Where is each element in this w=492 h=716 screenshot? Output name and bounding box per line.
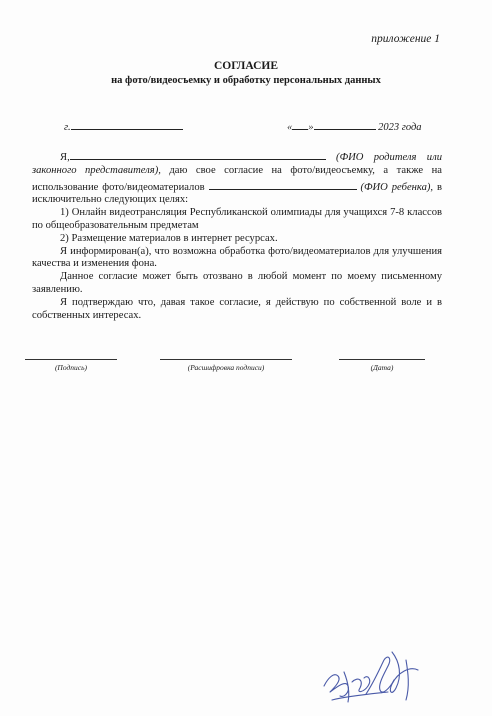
appendix-label: приложение 1 <box>371 33 440 45</box>
purpose-intro: в исключительно следующих целях: <box>32 181 443 206</box>
consent-body <box>32 148 442 322</box>
paragraph-confirmation: Я подтверждаю что, давая такое согласие, я действую по собственной воле и в собственных интересах. <box>32 296 442 321</box>
paragraph-revocation: Данное согласие может быть отозвано в любой момент по моему письменному заявлению. <box>32 271 442 295</box>
day-blank <box>292 118 308 130</box>
document-subtitle: на фото/видеосъемку и обработку персональных данных <box>111 75 381 86</box>
paragraph-consent <box>32 148 442 207</box>
parent-name-blank <box>70 148 326 160</box>
text-i: Я, <box>60 152 70 163</box>
month-blank <box>314 118 376 130</box>
consent-text: даю свое согласие на фото/видеосъемку, а также на использование фото/видеоматериалов <box>32 164 442 193</box>
purpose-item-2: 2) Размещение материалов в интернет ресурсах. <box>60 232 278 244</box>
decoding-line <box>160 351 292 360</box>
document-title: СОГЛАСИЕ <box>213 60 279 72</box>
date-sign-line <box>339 351 425 360</box>
purpose-item-1: 1) Онлайн видеотрансляция Республиканской олимпиады для учащихся 7-8 классов по общеобразовательным предметам <box>32 207 442 231</box>
signature-line <box>25 351 117 360</box>
child-name-hint: (ФИО ребенка), <box>360 181 434 193</box>
date-quote-close: » <box>308 122 314 133</box>
date-sign-field <box>339 351 425 372</box>
city-prefix: г. <box>64 122 71 133</box>
decoding-field <box>160 351 292 372</box>
child-name-blank <box>209 178 357 190</box>
year-text: 2023 года <box>378 122 422 133</box>
paragraph-informed: Я информирован(а), что возможна обработка фото/видеоматериалов для улучшения качества и изменения фона. <box>32 245 442 270</box>
decoding-label: (Расшифровка подписи) <box>187 363 265 372</box>
city-field <box>64 118 183 133</box>
signature-field <box>25 351 117 372</box>
signature-label: (Подпись) <box>54 363 88 372</box>
date-sign-label: (Дата) <box>370 363 394 372</box>
parent-name-hint: (ФИО родителя или законного представителя), <box>32 152 442 176</box>
date-field <box>287 118 422 133</box>
city-blank <box>71 118 183 130</box>
date-quote-open: « <box>287 122 293 133</box>
handwritten-signature <box>318 642 428 708</box>
